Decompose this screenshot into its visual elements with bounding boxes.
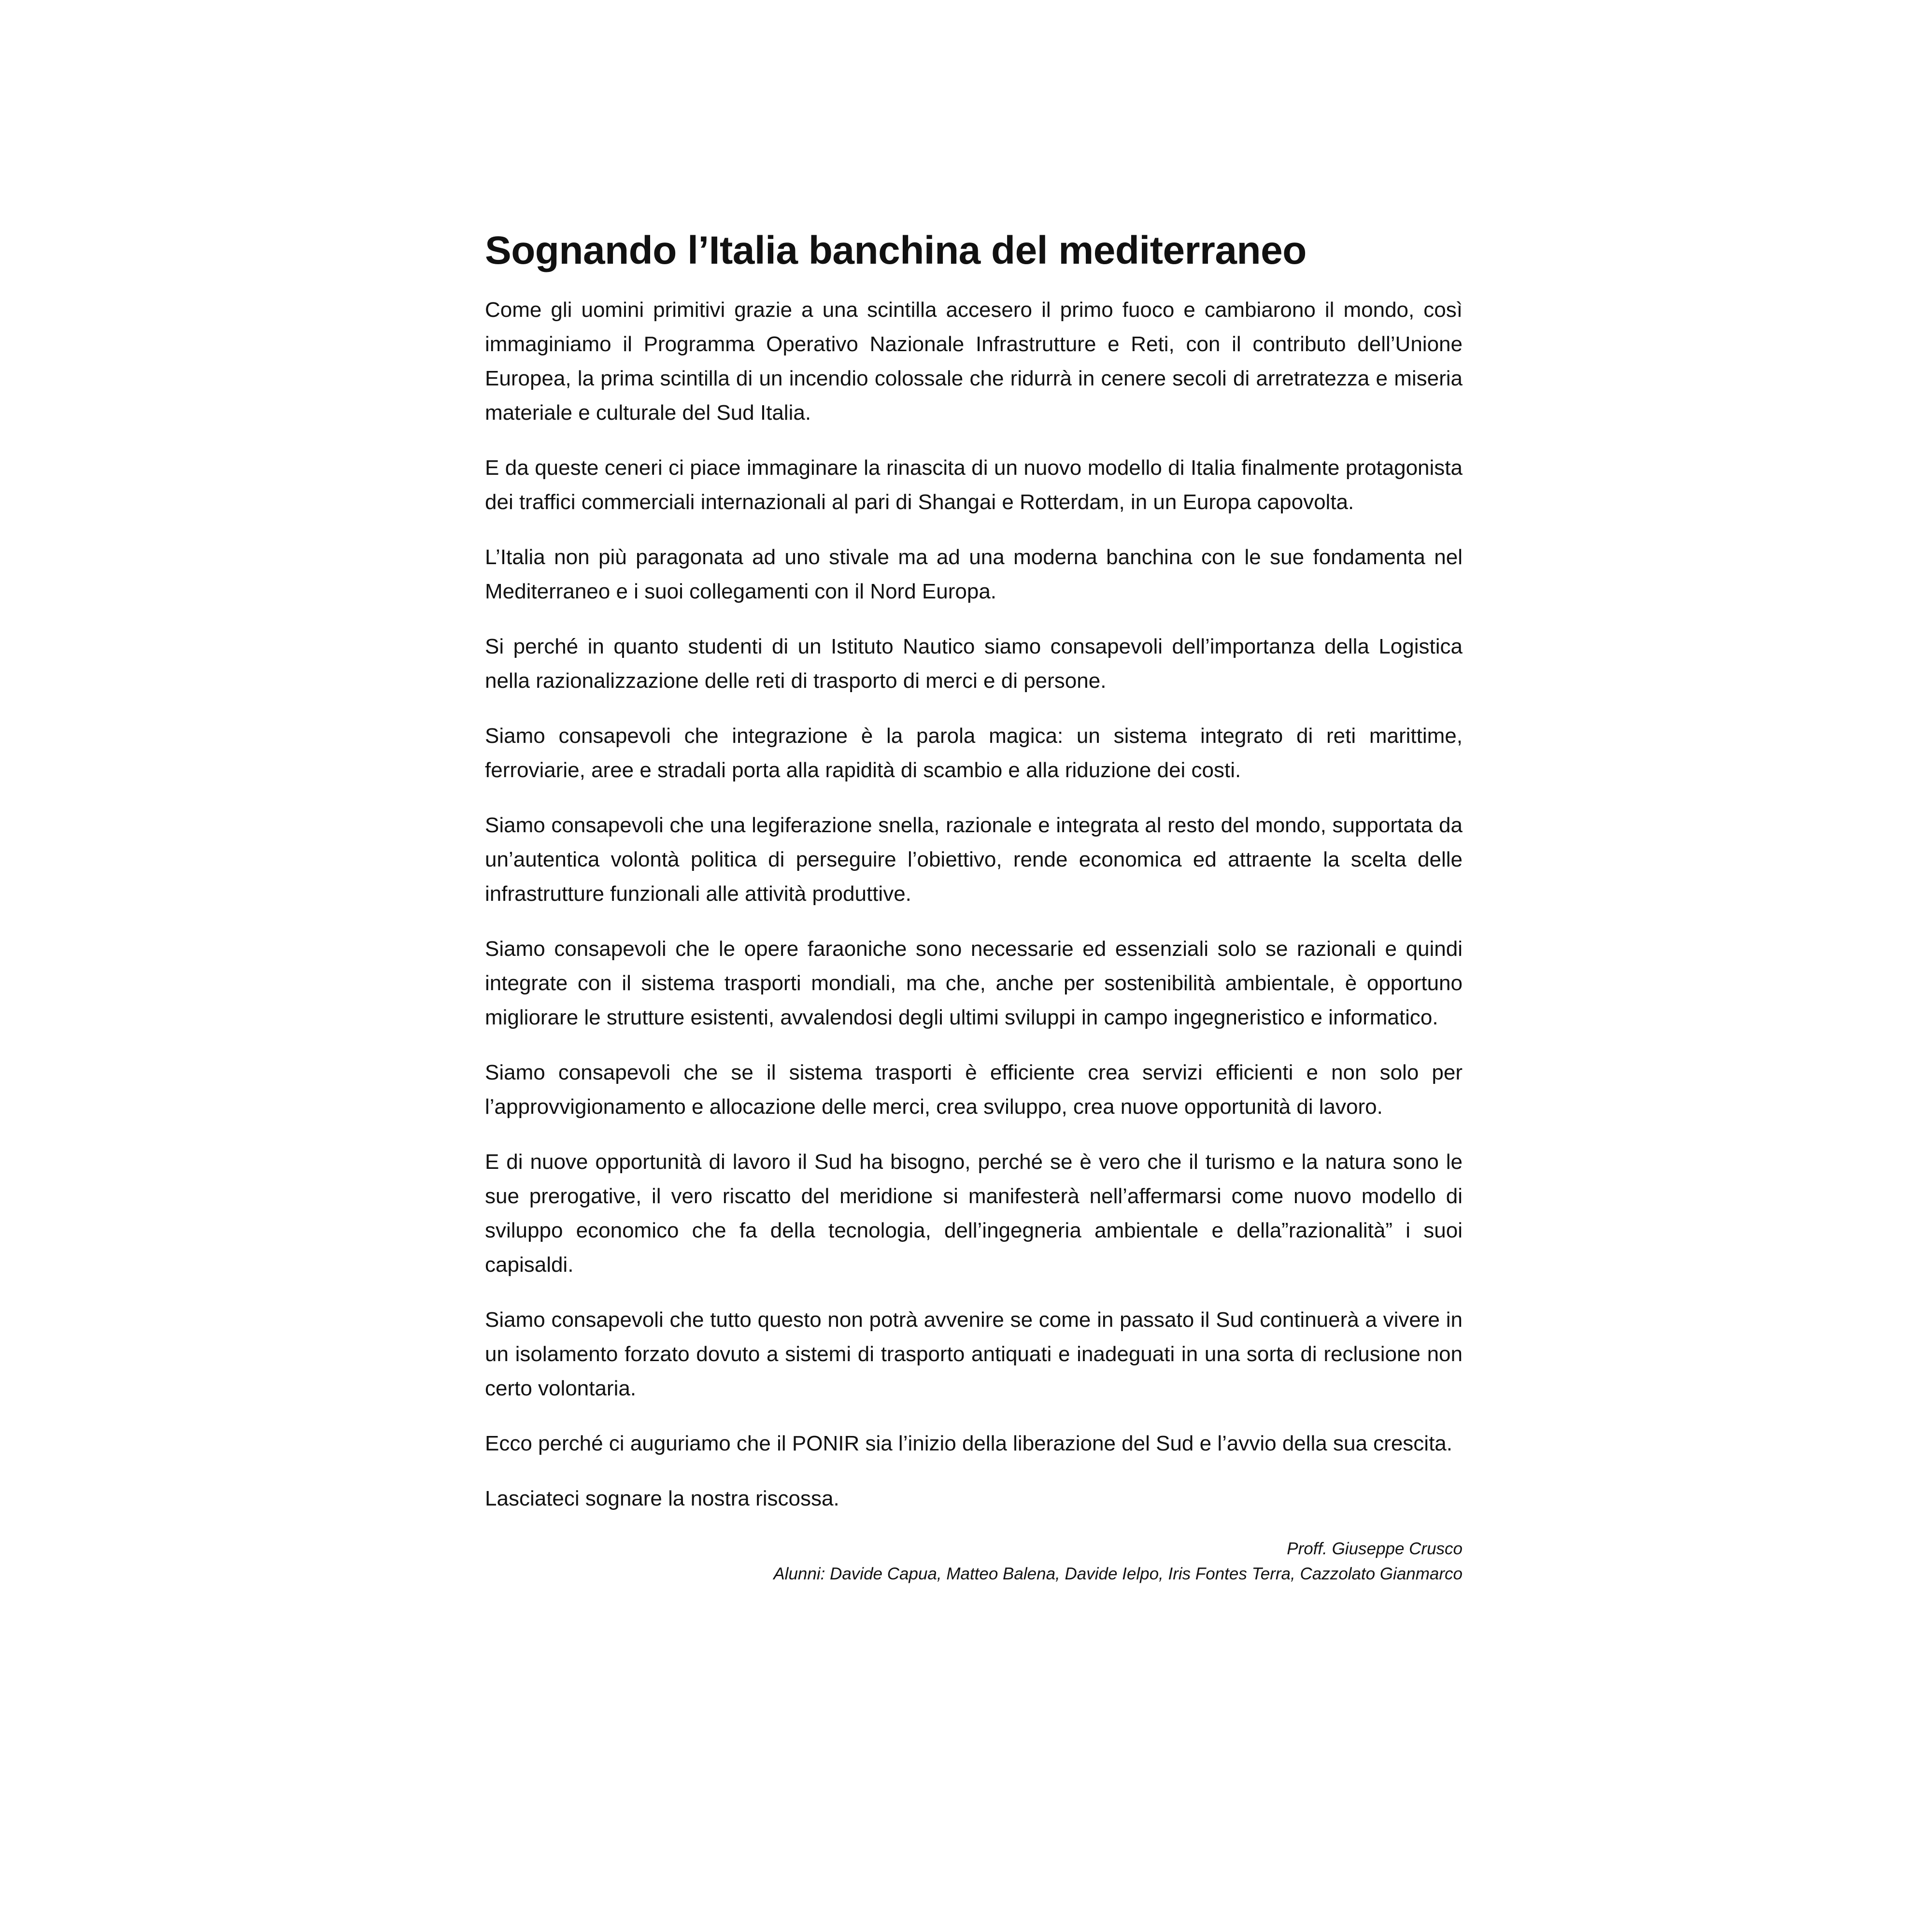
- paragraph-5: Siamo consapevoli che integrazione è la parola magica: un sistema integrato di reti marittime, ferroviarie, aree e stradali porta alla rapidità di scambio e alla riduzione dei costi.: [485, 724, 1463, 782]
- paragraph-10: Siamo consapevoli che tutto questo non potrà avvenire se come in passato il Sud continuerà a vivere in un isolamento forzato dovuto a sistemi di trasporto antiquati e inadeguati in una sorta di reclusione non certo volontaria.: [485, 1308, 1463, 1401]
- paragraph-9: E di nuove opportunità di lavoro il Sud ha bisogno, perché se è vero che il turismo e la natura sono le sue prerogative, il vero riscatto del meridione si manifesterà nell’affermarsi come nuovo modello di sviluppo economico che fa della tecnologia, dell’ingegneria ambientale e della”razionalità” i suoi capisaldi.: [485, 1150, 1463, 1277]
- paragraph-4: Si perché in quanto studenti di un Istituto Nautico siamo consapevoli dell’importanza della Logistica nella razionalizzazione delle reti di trasporto di merci e di persone.: [485, 635, 1463, 693]
- paragraph-2: E da queste ceneri ci piace immaginare la rinascita di un nuovo modello di Italia finalmente protagonista dei traffici commerciali internazionali al pari di Shangai e Rotterdam, in un Europa capovolta.: [485, 456, 1463, 514]
- teacher-signature: Proff. Giuseppe Crusco: [1287, 1539, 1463, 1559]
- paragraph-8: Siamo consapevoli che se il sistema trasporti è efficiente crea servizi efficienti e non solo per l’approvvigionamento e allocazione delle merci, crea sviluppo, crea nuove opportunità di lavoro.: [485, 1061, 1463, 1119]
- document-page: [485, 227, 1463, 1587]
- document-title: Sognando l’Italia banchina del mediterraneo: [485, 228, 1307, 272]
- paragraph-7: Siamo consapevoli che le opere faraoniche sono necessarie ed essenziali solo se razionali e quindi integrate con il sistema trasporti mondiali, ma che, anche per sostenibilità ambientale, è opportuno migliorare le strutture esistenti, avvalendosi degli ultimi sviluppi in campo ingegneristico e informatico.: [485, 937, 1463, 1030]
- paragraph-12: Lasciateci sognare la nostra riscossa.: [485, 1487, 839, 1511]
- paragraph-11: Ecco perché ci auguriamo che il PONIR sia l’inizio della liberazione del Sud e l’avvio della sua crescita.: [485, 1432, 1452, 1456]
- paragraph-3: L’Italia non più paragonata ad uno stivale ma ad una moderna banchina con le sue fondamenta nel Mediterraneo e i suoi collegamenti con il Nord Europa.: [485, 545, 1463, 604]
- signature-block: [485, 1536, 1463, 1587]
- paragraph-6: Siamo consapevoli che una legiferazione snella, razionale e integrata al resto del mondo, supportata da un’autentica volontà politica di perseguire l’obiettivo, rende economica ed attraente la scelta delle infrastrutture funzionali alle attività produttive.: [485, 813, 1463, 906]
- paragraph-1: Come gli uomini primitivi grazie a una scintilla accesero il primo fuoco e cambiarono il mondo, così immaginiamo il Programma Operativo Nazionale Infrastrutture e Reti, con il contributo dell’Unione Europea, la prima scintilla di un incendio colossale che ridurrà in cenere secoli di arretratezza e miseria materiale e culturale del Sud Italia.: [485, 298, 1463, 425]
- students-signature: Alunni: Davide Capua, Matteo Balena, Davide Ielpo, Iris Fontes Terra, Cazzolato Gianmarco: [773, 1564, 1463, 1584]
